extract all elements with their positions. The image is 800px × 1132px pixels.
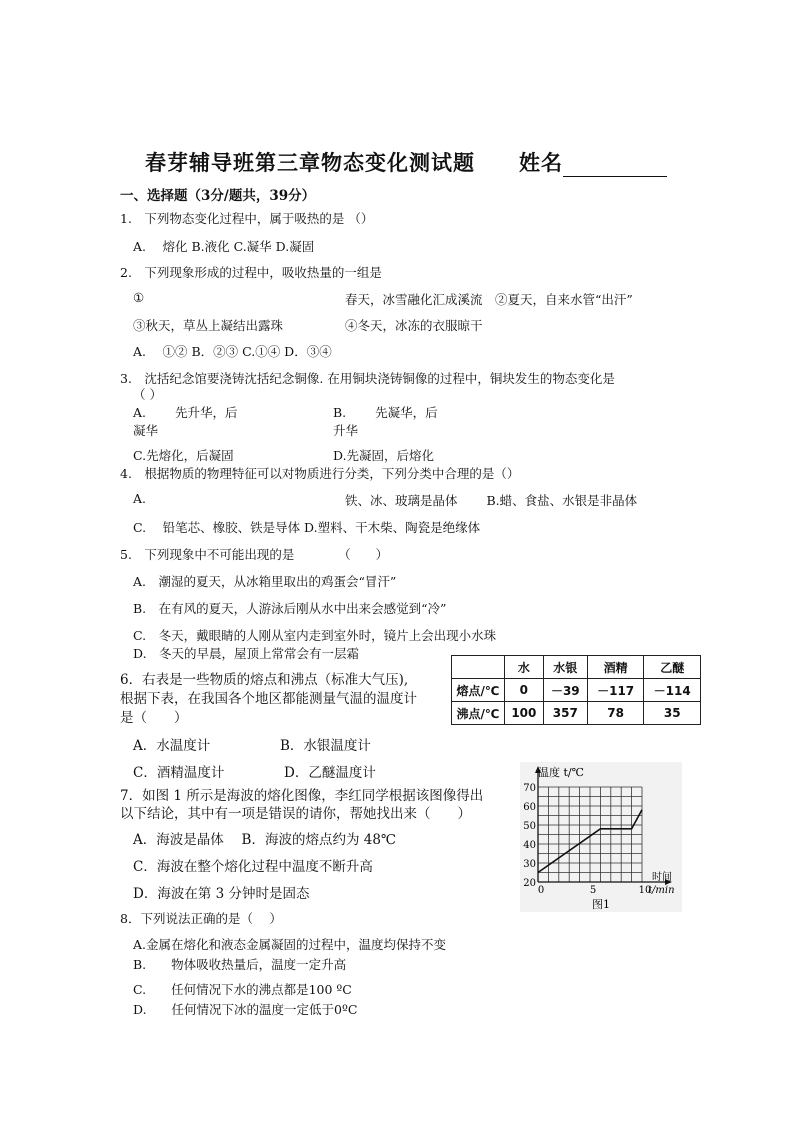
q3-stem-line1: 3. 沈括纪念馆要浇铸沈括纪念铜像. 在用铜块浇铸铜像的过程中，铜块发生的物态变化是 (120, 371, 615, 386)
q2-item1-mark: ① (133, 290, 145, 305)
q1-stem: 1. 下列物态变化过程中，属于吸热的是 （） (120, 211, 374, 226)
q3-stem-line2: （ ） (133, 387, 162, 402)
q3-option-b-line1: B. 先凝华，后 (333, 405, 438, 420)
q5-option-c: C. 冬天，戴眼睛的人刚从室内走到室外时，镜片上会出现小水珠 (133, 628, 497, 643)
section-heading: 一、选择题（3分/题共，39分） (120, 188, 316, 204)
q5-option-a: A. 潮湿的夏天，从冰箱里取出的鸡蛋会“冒汗” (133, 574, 397, 589)
y-tick-label: 70 (523, 783, 536, 794)
q2-item4: ④冬天，冰冻的衣服晾干 (345, 318, 483, 333)
melting-graph (520, 762, 682, 912)
y-tick-label: 60 (523, 802, 536, 813)
table-cell: 100 (505, 702, 544, 725)
table-header-cell: 酒精 (587, 656, 644, 679)
page-title (145, 147, 667, 177)
q7-line2: 以下结论，其中有一项是错误的请你，帮她找出来（ ） (120, 806, 471, 822)
title-text: 春芽辅导班第三章物态变化测试题 (145, 150, 475, 175)
q6-option-d: D．乙醚温度计 (284, 765, 376, 781)
table-cell: 熔点/℃ (452, 679, 505, 702)
q3-option-a-line1: A. 先升华，后 (133, 405, 238, 420)
q4-option-a-text: 铁、冰、玻璃是晶体 B.蜡、食盐、水银是非晶体 (345, 493, 638, 508)
q1-options: A. 熔化 B.液化 C.凝华 D.凝固 (133, 239, 315, 254)
q2-item3: ③秋天，草丛上凝结出露珠 (133, 318, 284, 333)
table-cell: 0 (505, 679, 544, 702)
table-cell: 35 (644, 702, 701, 725)
q7-option-c: C．海波在整个熔化过程中温度不断升高 (133, 859, 373, 875)
x-tick-label: 5 (589, 885, 597, 896)
y-tick-label: 40 (523, 840, 536, 851)
name-blank[interactable] (563, 156, 667, 177)
name-label: 姓名 (519, 150, 563, 175)
table-cell: －117 (587, 679, 644, 702)
q2-options: A. ①② B．②③ C.①④ D．③④ (133, 344, 332, 359)
table-cell: －39 (543, 679, 587, 702)
q8-stem: 8．下列说法正确的是（ ） (120, 911, 282, 926)
q8-option-d: D. 任何情况下冰的温度一定低于0ºC (133, 1002, 358, 1017)
q7-line1: 7．如图 1 所示是海波的熔化图像，李红同学根据该图像得出 (120, 788, 484, 804)
y-tick-label: 50 (523, 821, 536, 832)
chart-ticks (523, 783, 651, 896)
table-row (452, 679, 701, 702)
q3-option-c: C.先熔化，后凝固 (133, 448, 234, 463)
q6-line3: 是（ ） (120, 710, 188, 726)
table-header-cell: 水 (505, 656, 544, 679)
q2-stem: 2. 下列现象形成的过程中，吸收热量的一组是 (120, 265, 382, 280)
y-tick-label: 20 (523, 878, 536, 889)
table-row (452, 702, 701, 725)
table-cell: 78 (587, 702, 644, 725)
melting-boiling-table (451, 655, 701, 725)
q6-line2: 根据下表，在我国各个地区都能测量气温的温度计 (120, 691, 417, 707)
table-header-cell (452, 656, 505, 679)
table-header-row (452, 656, 701, 679)
x-axis-label-unit: t/min (648, 885, 675, 896)
table-cell: 沸点/℃ (452, 702, 505, 725)
q2-item1-text: 春天，冰雪融化汇成溪流 ②夏天，自来水管“出汗” (345, 292, 633, 307)
table-cell: 357 (543, 702, 587, 725)
q5-option-d: D. 冬天的早晨，屋顶上常常会有一层霜 (133, 646, 360, 661)
q7-options-ab: A．海波是晶体 B．海波的熔点约为 48℃ (133, 832, 397, 848)
table-header-cell: 乙醚 (644, 656, 701, 679)
x-tick-label: 0 (537, 885, 545, 896)
q8-option-c: C. 任何情况下水的沸点都是100 ºC (133, 982, 352, 997)
q3-option-b-line2: 升华 (333, 423, 359, 438)
q5-stem: 5. 下列现象中不可能出现的是 （ ） (120, 547, 389, 562)
y-tick-label: 30 (523, 859, 536, 870)
figure-caption: 图1 (592, 898, 610, 911)
q6-line1: 6．右表是一些物质的熔点和沸点（标准大气压), (120, 672, 409, 688)
q6-option-c: C．酒精温度计 (133, 765, 225, 781)
q3-option-d: D.先凝固，后熔化 (333, 448, 435, 463)
x-tick-label: 10 (638, 885, 652, 896)
y-axis-label: 温度 t/℃ (538, 766, 584, 779)
x-axis-label-word: 时间 (652, 872, 672, 883)
q5-option-b: B. 在有风的夏天，人游泳后刚从水中出来会感觉到“冷” (133, 601, 447, 616)
q8-option-b: B. 物体吸收热量后，温度一定升高 (133, 957, 347, 972)
melting-graph-svg (520, 762, 682, 912)
table-cell: －114 (644, 679, 701, 702)
table-header-cell: 水银 (543, 656, 587, 679)
q3-option-a-line2: 凝华 (133, 423, 159, 438)
q8-option-a: A.金属在熔化和液态金属凝固的过程中，温度均保持不变 (133, 937, 447, 952)
q6-option-b: B．水银温度计 (280, 738, 371, 754)
q4-option-a-mark: A. (133, 491, 147, 506)
q7-option-d: D．海波在第 3 分钟时是固态 (133, 886, 310, 902)
q4-options-cd: C. 铅笔芯、橡胶、铁是导体 D.塑料、干木柴、陶瓷是绝缘体 (133, 520, 481, 535)
chart-grid (538, 787, 642, 882)
q6-option-a: A．水温度计 (133, 738, 211, 754)
q4-stem: 4. 根据物质的物理特征可以对物质进行分类，下列分类中合理的是（） (120, 466, 520, 481)
chart-axes (535, 766, 672, 885)
